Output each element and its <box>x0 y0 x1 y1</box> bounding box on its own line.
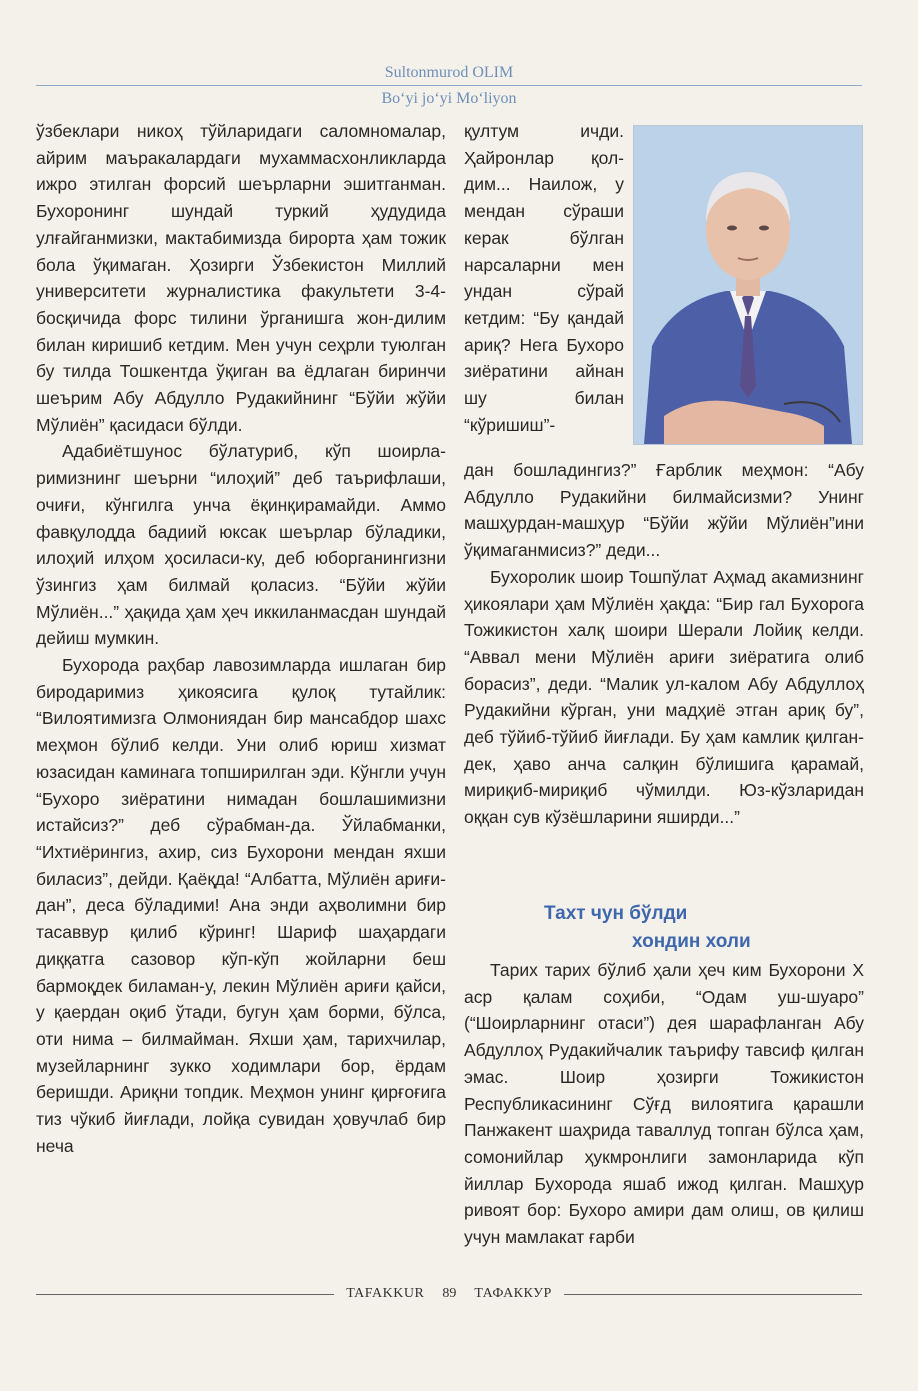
paragraph: Тарих тарих бўлиб ҳали ҳеч ким Бухорони X аср қалам соҳиби, “Одам уш-шуаро” (“Шоирларнинг отаси”) дея шарафланган Абу Абдуллоҳ Рудакийчалик таърифу тавсиф қилган эмас. Шоир ҳозирги Тожикистон Республикасининг Сўғд вилоятига қарашли Панжакент шаҳрида таваллуд топган бўлса ҳам, сомонийлар ҳукмронлиги замонларида кўп йиллар Бухорода яшаб ижод қилган. Машҳур ривоят бор: Бухоро амири дам олиш, ов қилиш учун мамлакат ғарби <box>464 960 864 1248</box>
section-heading <box>464 900 864 956</box>
header-rule <box>36 85 862 86</box>
portrait-photo <box>633 125 863 445</box>
portrait-illustration <box>634 126 862 444</box>
paragraph: ўзбеклари никоҳ тўйларидаги саломномалар, айрим маъракалардаги мухаммасхонликларда ижро этилган форсий шеърларни эшитганман. Бухоронинг шундай туркий ҳудудида улғайганмизки, мактабимизда бирорта ҳам тожик бола ўқимаган. Ҳозирги Ўзбекистон Миллий университети журналистика факультети 3-4-босқичида форс тилини ўрганишга жон-дилим билан киришиб кетдим. Мен учун сеҳрли туюлган бу тилда Тошкентда ўқиган ва ёдлаган биринчи шеърим Абу Абдулло Рудакийнинг “Бўйи жўйи Мўлиён” қасидаси бўлди. <box>36 121 446 435</box>
running-header <box>36 62 862 109</box>
footer-rule-right <box>564 1294 862 1295</box>
footer-magazine-latin: TAFAKKUR <box>346 1286 425 1301</box>
left-column <box>36 118 446 1159</box>
footer-rule-left <box>36 1294 334 1295</box>
right-column <box>464 457 864 831</box>
paragraph: қултум ичди. Ҳайронлар қолдим... Наилож, у мендан сўраши керак бўлган нарсаларни мен ундан сўрай кетдим: “Бу қандай ариқ? Нега Бухоро зиёратини айнан шу билан “кўришиш”- <box>464 121 624 435</box>
paragraph: дан бошладингиз?” Ғарблик меҳмон: “Абу Абдулло Рудакийни билмайсизми? Унинг машҳурдан-машҳур “Бўйи жўйи Мўлиён”ини ўқимаганмисиз?” деди... <box>464 460 864 561</box>
header-author: Sultonmurod OLIM <box>384 64 514 81</box>
paragraph: Бухоролик шоир Тошпўлат Аҳмад акамизнинг ҳикоялари ҳам Мўлиён ҳақда: “Бир гал Бухорога Тожикистон халқ шоири Шерали Лойиқ келди. “Аввал мени Мўлиён ариғи зиёратига олиб борасиз”, деди. “Малик ул-калом Абу Абдуллоҳ Рудакийни кўрган, уни мадҳиё этган ариқ бу”, деб тўйиб-тўйиб йиғлади. Бу ҳам камлик қилгандек, ҳаво анча салқин бўлишига қарамай, мириқиб-мириқиб чўмилди. Юз-кўзларидан оққан сув кўзёшларини яширди...” <box>464 566 864 828</box>
footer-magazine-cyrillic: ТАФАККУР <box>474 1286 552 1301</box>
paragraph: Адабиётшунос бўлатуриб, кўп шоирларимизнинг шеърни “илоҳий” деб таърифлаши, очиғи, кўнгилга унча ёқинқирамайди. Аммо фавқулодда бадиий юксак шеърлар бўладики, илоҳий илҳом ҳосиласи-ку, деб юборганингизни ўзингиз ҳам билмай қоласиз. “Бўйи жўйи Мўлиён...” ҳақида ҳам ҳеч иккиланмасдан шундай дейиш мумкин. <box>36 441 446 649</box>
page-number: 89 <box>442 1286 457 1301</box>
page-footer <box>36 1283 862 1305</box>
paragraph: Бухорода раҳбар лавозимларда ишлаган бир биродаримиз ҳикоясига қулоқ тутайлик: “Вилоятимизга Олмониядан бир мансабдор шахс меҳмон бўлиб келди. Уни олиб юриш хизмат юзасидан каминага топширилган эди. Кўнгли учун “Бухоро зиёратини нимадан бошлашимизни истайсиз?” деб сўрабман-да. Ўйлабманки, “Ихтиёрингиз, ахир, сиз Бухорони мендан яхши биласиз”, дейди. Қаёқда! “Албатта, Мўлиён ариғидан”, деса бўладими! Ана энди аҳволимни бир тасаввур қилиб кўринг! Шариф шаҳардаги диққатга сазовор кўп-кўп жойларни беш бармоқдек биламан-у, лекин Мўлиён ариғи қайси, у қаердан оқиб ўтади, бугун ҳам борми, бўлса, оти нима – билмайман. Яхши ҳам, тарихчилар, музейларнинг зукко ходимлари бор, ёрдам беришди. Ариқни топдик. Меҳмон унинг қирғоғига тиз чўкиб йиғлади, лойқа сувидан ҳовучлаб бир неча <box>36 655 446 1156</box>
header-title: Bo‘yi jo‘yi Mo‘liyon <box>381 90 517 107</box>
right-column-beside-photo <box>464 118 624 438</box>
right-column-bottom <box>464 957 864 1251</box>
section-heading-line1: Тахт чун бўлди <box>544 903 688 924</box>
section-heading-line2: хондин холи <box>632 931 751 952</box>
